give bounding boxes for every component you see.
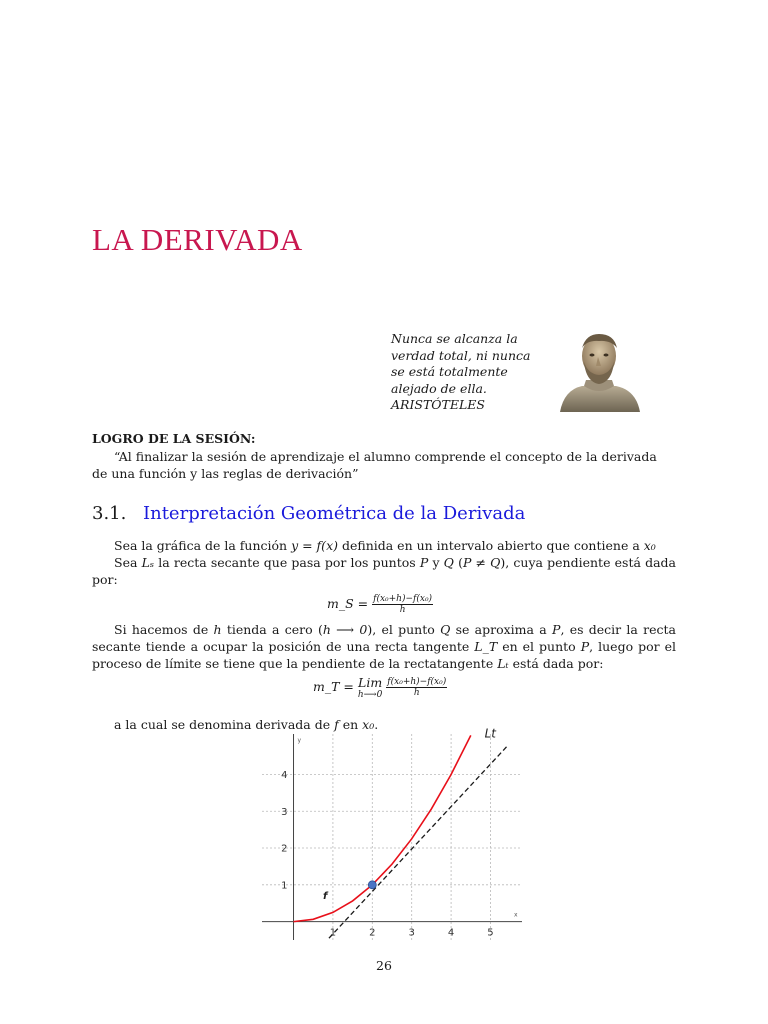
text-run: y <box>428 555 444 570</box>
text-run: . <box>374 717 379 732</box>
math-inline: Q <box>440 622 451 637</box>
paragraph-1 <box>92 537 676 554</box>
paragraph-3 <box>92 621 676 672</box>
epigraph-author: ARISTÓTELES <box>391 397 485 412</box>
x-tick-label: 5 <box>487 927 494 939</box>
fraction-denominator: h <box>413 688 420 698</box>
x-tick-label: 3 <box>408 927 415 939</box>
section-number: 3.1. <box>92 503 127 524</box>
section-title <box>92 503 525 524</box>
text-run: tienda a cero ( <box>221 622 323 637</box>
text-run: ), cuya pendiente está dada por: <box>92 555 676 587</box>
epigraph-line: verdad total, ni nunca <box>391 347 531 363</box>
y-tick-label: 3 <box>281 806 288 818</box>
y-tick-label: 2 <box>281 843 288 855</box>
math-inline: Lₛ <box>141 555 155 570</box>
text-run: , luego por el proceso de límite se tiene que la pendiente de la rectatangente <box>92 639 677 671</box>
y-tick-label: 1 <box>281 880 288 892</box>
text-run: la recta secante que pasa por los puntos <box>154 555 420 570</box>
math-inline: P ≠ Q <box>462 555 501 570</box>
math-inline: P <box>580 639 590 654</box>
limit-subscript: h⟶0 <box>357 690 383 700</box>
equation-lhs: m_T = <box>313 679 354 694</box>
fraction-numerator: f(x₀+h)−f(x₀) <box>373 594 433 604</box>
paragraph-2 <box>92 554 676 588</box>
limit-word: Lim <box>358 675 383 690</box>
math-inline: P <box>552 622 561 637</box>
chapter-title: LA DERIVADA <box>92 222 303 257</box>
epigraph-line: se está totalmente <box>391 364 508 379</box>
text-run: está dada por: <box>508 656 604 671</box>
math-inline: Q <box>443 555 454 570</box>
epigraph-line: alejado de ella. <box>391 380 487 396</box>
math-inline: y = f(x) <box>291 538 338 553</box>
paragraph-4 <box>92 716 676 733</box>
function-curve-f <box>294 735 471 921</box>
math-inline: P <box>419 555 429 570</box>
text-run: definida en un intervalo abierto que contiene a <box>338 538 644 553</box>
math-inline: h <box>213 622 222 637</box>
epigraph-line: Nunca se alcanza la <box>391 331 518 346</box>
x-tick-label: 1 <box>329 927 337 939</box>
math-inline: x₀ <box>643 538 656 553</box>
secant-slope-equation <box>327 594 433 615</box>
text-run: ), el punto <box>367 622 441 637</box>
limit-operator <box>358 677 382 701</box>
text-run: Sea <box>114 555 142 570</box>
text-run: a la cual se denomina derivada de <box>114 717 335 732</box>
text-run: Sea la gráfica de la función <box>114 538 292 553</box>
epigraph <box>391 331 541 414</box>
math-inline: h ⟶ 0 <box>322 622 368 637</box>
tangent-point-marker <box>368 881 376 889</box>
fraction-numerator: f(x₀+h)−f(x₀) <box>387 677 447 687</box>
derivative-graph <box>262 726 522 940</box>
curve-label-f: f <box>323 890 328 902</box>
tangent-line-lt <box>329 745 508 938</box>
fraction <box>386 677 447 698</box>
logro-text: “Al finalizar la sesión de aprendizaje el alumno comprende el concepto de la derivada de una función y las reglas de derivación” <box>92 449 657 481</box>
page-number: 26 <box>376 958 392 973</box>
text-run: en el punto <box>497 639 581 654</box>
text-run: Si hacemos de <box>114 622 214 637</box>
text-run: ( <box>453 555 463 570</box>
math-inline: x₀ <box>362 717 375 732</box>
text-run: en <box>338 717 363 732</box>
math-inline: Lₜ <box>497 656 509 671</box>
math-inline: f <box>334 717 339 732</box>
equation-lhs: m_S = <box>327 596 369 611</box>
tangent-slope-equation <box>313 677 447 701</box>
text-run: se aproxima a <box>450 622 553 637</box>
aristotle-bust-image <box>556 330 642 412</box>
x-axis-label: x <box>514 911 518 919</box>
y-tick-label: 4 <box>281 769 288 781</box>
x-tick-label: 2 <box>369 927 376 939</box>
x-tick-label: 4 <box>447 927 455 939</box>
math-inline: L_T <box>474 639 498 654</box>
section-heading: Interpretación Geométrica de la Derivada <box>143 503 526 524</box>
text-run: , es decir la recta secante tiende a ocupar la posición de una recta tangente <box>92 622 677 654</box>
y-axis-label: y <box>297 737 302 744</box>
tangent-label-lt: Lt <box>484 726 496 741</box>
fraction-denominator: h <box>399 605 406 615</box>
logro-heading: LOGRO DE LA SESIÓN: <box>92 431 256 446</box>
fraction <box>372 594 433 615</box>
